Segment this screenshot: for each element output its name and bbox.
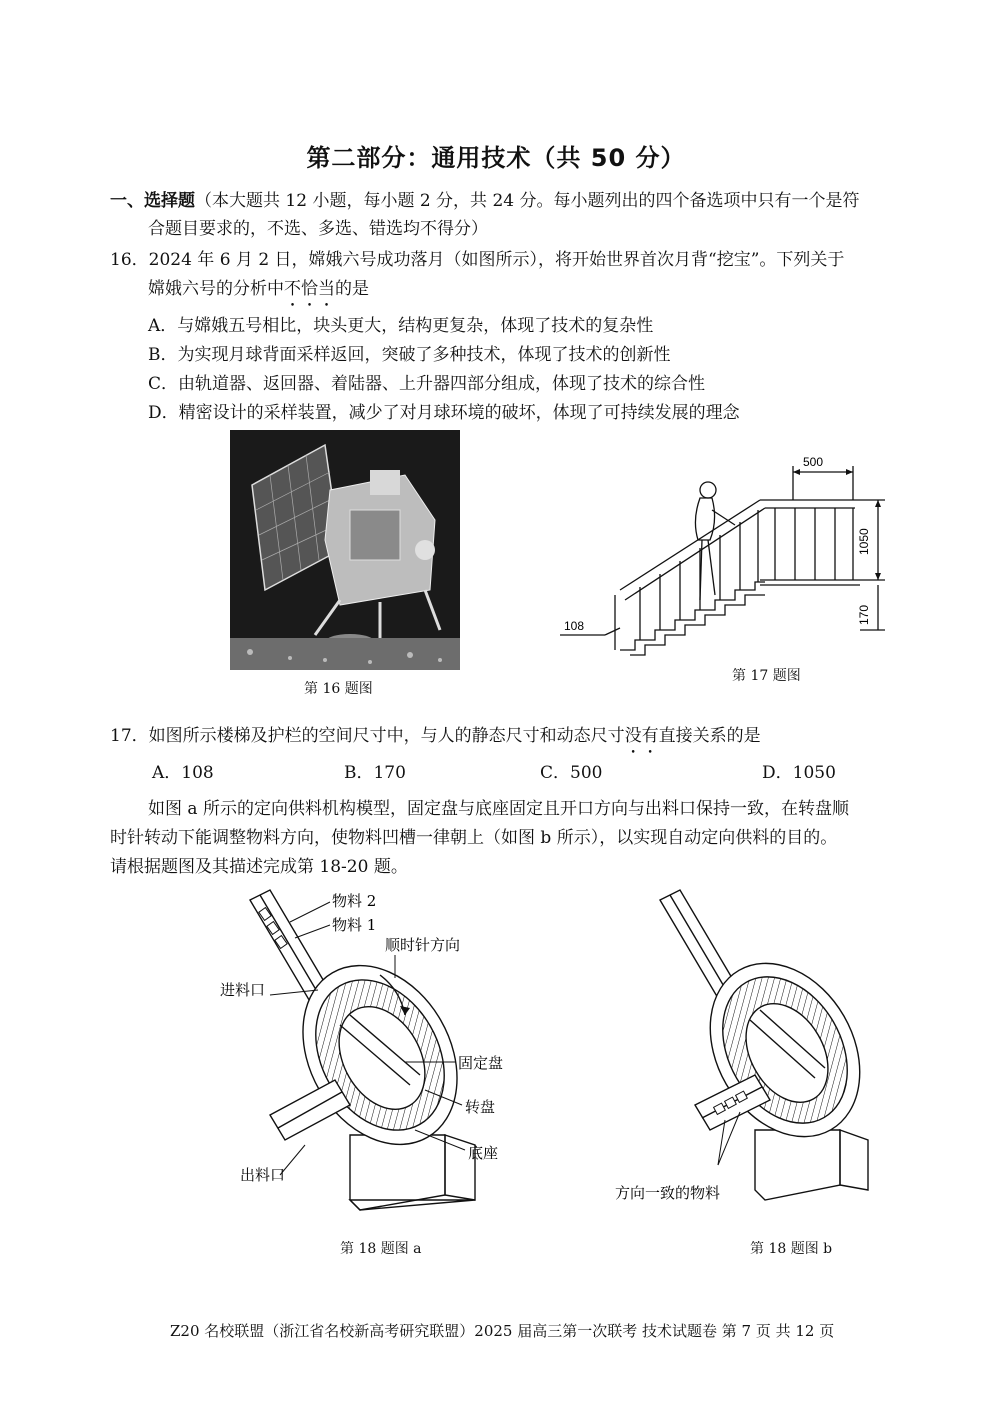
q16-option-d[interactable]: D．精密设计的采样装置，减少了对月球环境的破坏，体现了可持续发展的理念	[148, 403, 740, 423]
emphasis-char: 有	[641, 726, 659, 746]
stairs-railing-diagram	[560, 450, 890, 665]
feeder-mechanism-figure-a	[210, 880, 540, 1240]
q17-option-c[interactable]: C．500	[540, 763, 603, 783]
q16-stem-2a: 嫦娥六号的分析中	[148, 279, 284, 299]
label-clockwise: 顺时针方向	[385, 936, 461, 954]
q17-number: 17．	[110, 726, 149, 746]
section-desc-1: （本大题共 12 小题，每小题 2 分，共 24 分。每小题列出的四个备选项中只有一个是符	[195, 191, 860, 211]
q16-option-b[interactable]: B．为实现月球背面采样返回，突破了多种技术，体现了技术的创新性	[148, 345, 671, 365]
emphasis-char: 恰	[301, 279, 318, 299]
emphasis-char: 不	[284, 279, 301, 299]
q16-figure-caption: 第 16 题图	[304, 681, 373, 697]
label-inlet: 进料口	[220, 981, 266, 999]
emphasis-char: 当	[318, 279, 335, 299]
intro-line-2: 时针转动下能调整物料方向，使物料凹槽一律朝上（如图 b 所示），以实现自动定向供料的目的。	[110, 828, 838, 848]
emphasis-char: 没	[624, 726, 642, 746]
q17-text	[110, 721, 761, 746]
q17-figure-caption: 第 17 题图	[732, 668, 801, 684]
label-aligned-material: 方向一致的物料	[615, 1184, 721, 1202]
q17-option-d[interactable]: D．1050	[762, 763, 836, 783]
section-label: 一、选择题	[110, 191, 195, 211]
label-rotor: 转盘	[465, 1098, 496, 1116]
q17-stem-a: 如图所示楼梯及护栏的空间尺寸中，与人的静态尺寸和动态尺寸	[148, 726, 625, 746]
lander-illustration	[230, 430, 460, 670]
fig18a-caption: 第 18 题图 a	[340, 1241, 422, 1257]
label-base: 底座	[468, 1144, 499, 1162]
fig18b-caption: 第 18 题图 b	[750, 1241, 833, 1257]
q16-text-1	[110, 245, 844, 270]
q17-emphasis	[625, 726, 659, 746]
q16-emphasis	[284, 279, 335, 299]
feeder-mechanism-figure-b	[600, 880, 900, 1220]
page-title: 第二部分：通用技术（共 50 分）	[306, 144, 686, 172]
label-outlet: 出料口	[240, 1166, 286, 1184]
section-header	[110, 186, 860, 211]
q16-stem-2c: 的是	[335, 279, 369, 299]
intro-line-1: 如图 a 所示的定向供料机构模型，固定盘与底座固定且开口方向与出料口保持一致，在转盘顺	[148, 799, 849, 819]
q16-number: 16．	[110, 250, 149, 270]
q16-option-a[interactable]: A．与嫦娥五号相比，块头更大，结构更复杂，体现了技术的复杂性	[148, 316, 654, 336]
q17-stem-c: 直接关系的是	[658, 726, 761, 746]
label-material-2: 物料 2	[332, 892, 377, 910]
q16-text-2	[148, 274, 369, 299]
dim-500-label: 500	[803, 455, 824, 469]
intro-line-3: 请根据题图及其描述完成第 18-20 题。	[110, 857, 408, 877]
q16-option-c[interactable]: C．由轨道器、返回器、着陆器、上升器四部分组成，体现了技术的综合性	[148, 374, 706, 394]
page-footer: Z20 名校联盟（浙江省名校新高考研究联盟）2025 届高三第一次联考 技术试题卷 第 7 页 共 12 页	[170, 1322, 835, 1340]
dim-108-label: 108	[564, 619, 585, 633]
label-fixed-disk: 固定盘	[458, 1054, 504, 1072]
q16-stem-1: 2024 年 6 月 2 日，嫦娥六号成功落月（如图所示），将开始世界首次月背“挖宝”。下列关于	[148, 250, 845, 270]
q17-option-a[interactable]: A．108	[152, 763, 214, 783]
label-material-1: 物料 1	[332, 916, 377, 934]
section-desc-2: 合题目要求的，不选、多选、错选均不得分）	[148, 219, 488, 239]
q17-option-b[interactable]: B．170	[344, 763, 406, 783]
chang-e-6-photo	[230, 430, 460, 670]
dim-1050-label: 1050	[857, 528, 871, 555]
dim-170-label: 170	[857, 604, 871, 625]
